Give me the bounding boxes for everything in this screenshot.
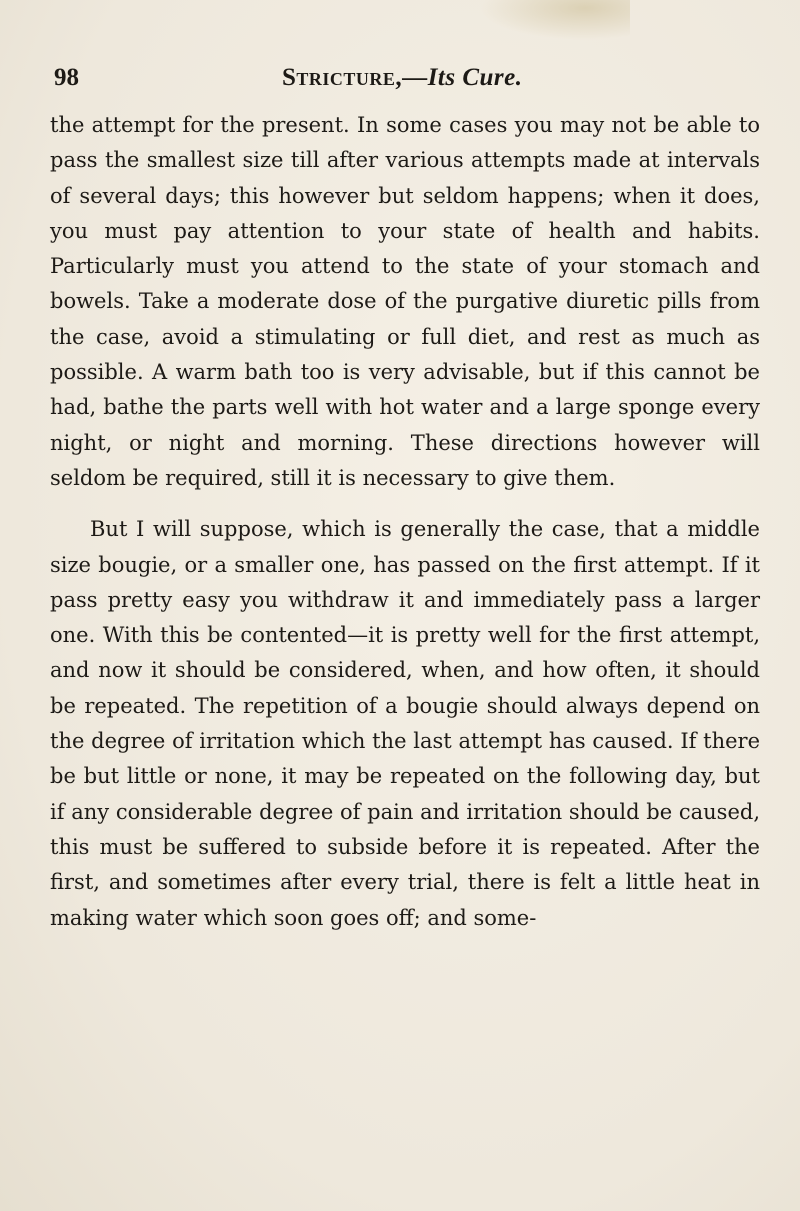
running-head xyxy=(50,64,764,94)
running-title xyxy=(282,64,523,92)
paragraph-2: But I will suppose, which is generally the case, that a middle size bougie, or a smaller one, has passed on the first attempt. If it pass pretty easy you withdraw it and immediately pass a larger one. With this be contented—it is pretty well for the first attempt, and now it should be considered, when, and how often, it should be repeated. The repetition of a bougie should always depend on the degree of irritation which the last attempt has caused. If there be but little or none, it may be repeated on the following day, but if any considerable degree of pain and irritation should be caused, this must be suffered to subside before it is repeated. After the first, and sometimes after every trial, there is felt a little heat in making water which soon goes off; and some- xyxy=(50,517,760,930)
body-text xyxy=(50,108,760,936)
page-stain xyxy=(480,0,630,40)
page-number: 98 xyxy=(54,64,79,91)
paragraph-1: the attempt for the present. In some cases you may not be able to pass the smallest size till after various attempts made at intervals of several days; this however but seldom happens; when it does, you must pay attention to your state of health and habits. Particularly must you attend to the state of your stomach and bowels. Take a moderate dose of the purgative diuretic pills from the case, avoid a stimulating or full diet, and rest as much as possible. A warm bath too is very advisable, but if this cannot be had, bathe the parts well with hot water and a large sponge every night, or night and morning. These directions however will seldom be required, still it is necessary to give them. xyxy=(50,113,760,490)
running-title-italic: Its Cure. xyxy=(427,64,523,91)
running-title-main: Stricture,— xyxy=(282,64,428,91)
